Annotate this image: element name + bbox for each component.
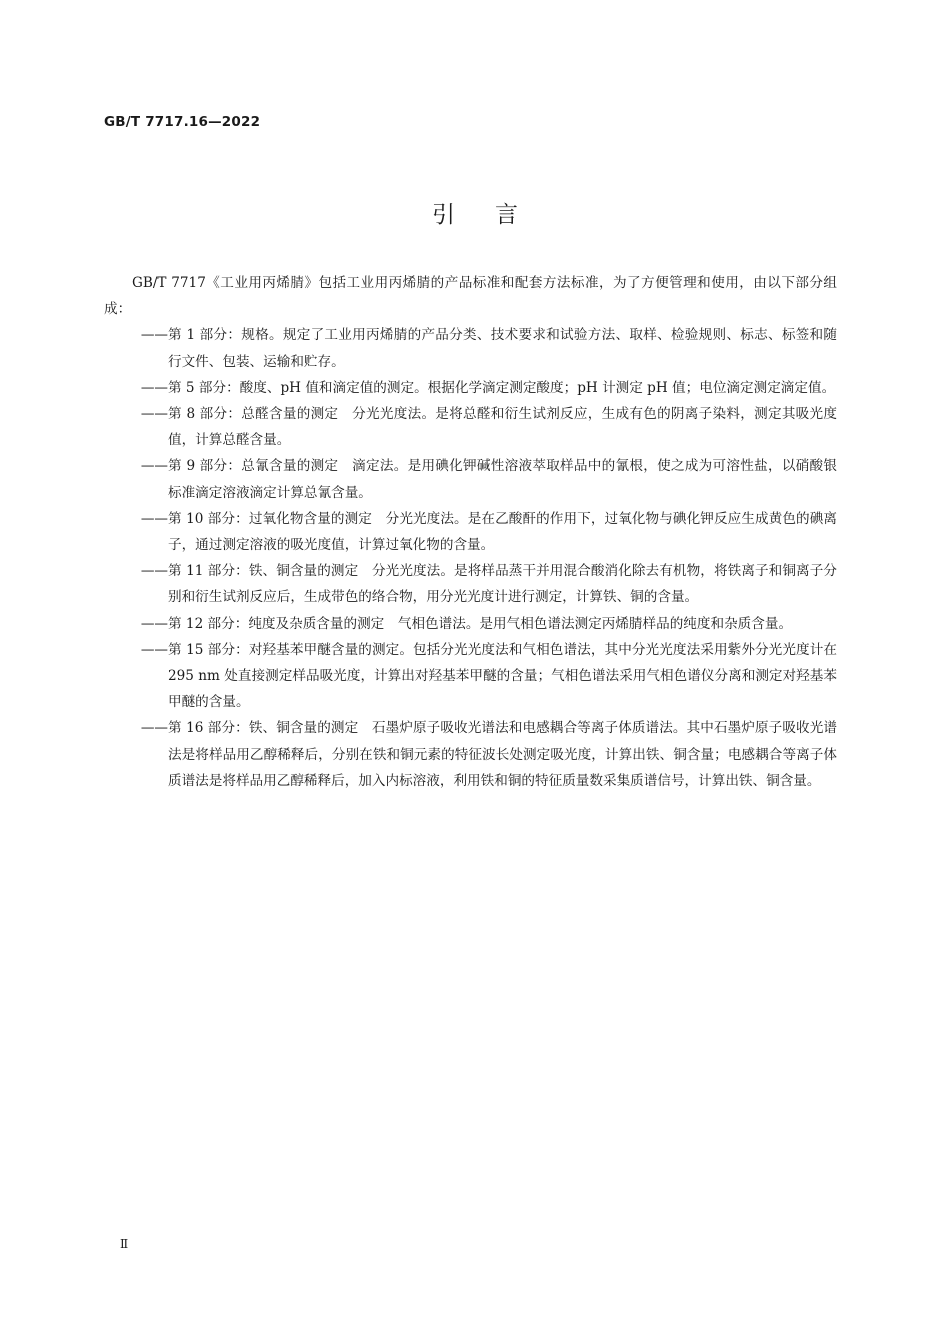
dash-marker: —— <box>140 510 168 527</box>
list-item <box>104 611 837 637</box>
list-item-text: 第 10 部分：过氧化物含量的测定 分光光度法。是在乙酸酐的作用下，过氧化物与碘化钾反应生成黄色的碘离子，通过测定溶液的吸光度值，计算过氧化物的含量。 <box>168 510 837 554</box>
list-item <box>104 401 837 453</box>
list-item-text: 第 15 部分：对羟基苯甲醚含量的测定。包括分光光度法和气相色谱法，其中分光光度法采用紫外分光光度计在 295 nm 处直接测定样品吸光度，计算出对羟基苯甲醚的含量；气相色谱法采用气相色谱仪分离和测定对羟基苯甲醚的含量。 <box>168 641 837 711</box>
list-item-text: 第 8 部分：总醛含量的测定 分光光度法。是将总醛和衍生试剂反应，生成有色的阴离子染料，测定其吸光度值，计算总醛含量。 <box>168 406 837 449</box>
dash-marker: —— <box>140 615 168 632</box>
dash-marker: —— <box>140 563 168 580</box>
list-item-text: 第 16 部分：铁、铜含量的测定 石墨炉原子吸收光谱法和电感耦合等离子体质谱法。其中石墨炉原子吸收光谱法是将样品用乙醇稀释后，分别在铁和铜元素的特征波长处测定吸光度，计算出铁、铜含量；电感耦合等离子体质谱法是将样品用乙醇稀释后，加入内标溶液，利用铁和铜的特征质量数采集质谱信号，计算出铁、铜含量。 <box>168 720 837 789</box>
intro-paragraph: GB/T 7717《工业用丙烯腈》包括工业用丙烯腈的产品标准和配套方法标准，为了方便管理和使用，由以下部分组成： <box>104 275 837 318</box>
page-number: Ⅱ <box>120 1237 129 1251</box>
list-item <box>104 558 837 610</box>
list-item-text: 第 5 部分：酸度、pH 值和滴定值的测定。根据化学滴定测定酸度；pH 计测定 pH 值；电位滴定测定滴定值。 <box>168 379 836 396</box>
list-item <box>104 322 837 374</box>
list-item <box>104 375 837 401</box>
dash-marker: —— <box>140 458 168 475</box>
list-item <box>104 715 837 794</box>
dash-marker: —— <box>140 641 168 658</box>
list-item-text: 第 12 部分：纯度及杂质含量的测定 气相色谱法。是用气相色谱法测定丙烯腈样品的纯度和杂质含量。 <box>168 615 793 632</box>
dash-marker: —— <box>140 406 168 423</box>
list-item-text: 第 9 部分：总氰含量的测定 滴定法。是用碘化钾碱性溶液萃取样品中的氰根，使之成为可溶性盐，以硝酸银标准滴定溶液滴定计算总氰含量。 <box>168 458 837 501</box>
list-item <box>104 453 837 505</box>
standard-code: GB/T 7717.16—2022 <box>104 114 261 130</box>
document-body <box>104 270 837 794</box>
dash-marker: —— <box>140 720 168 737</box>
page-title: 引言 <box>432 202 558 228</box>
list-item-text: 第 11 部分：铁、铜含量的测定 分光光度法。是将样品蒸干并用混合酸消化除去有机物，将铁离子和铜离子分别和衍生试剂反应后，生成带色的络合物，用分光光度计进行测定，计算铁、铜的含量。 <box>168 563 837 606</box>
list-item <box>104 637 837 716</box>
dash-marker: —— <box>140 327 168 344</box>
dash-marker: —— <box>140 379 168 396</box>
list-item <box>104 506 837 558</box>
list-item-text: 第 1 部分：规格。规定了工业用丙烯腈的产品分类、技术要求和试验方法、取样、检验规则、标志、标签和随行文件、包装、运输和贮存。 <box>168 327 837 370</box>
parts-list <box>104 322 837 794</box>
